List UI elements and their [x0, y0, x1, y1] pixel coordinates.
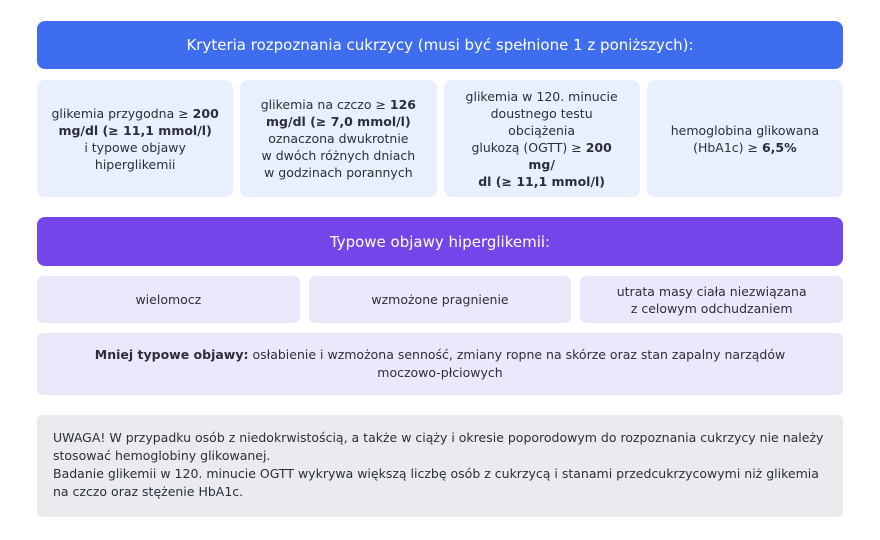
less-typical-text: osłabienie i wzmożona senność, zmiany ropne na skórze oraz stan zapalny narządów moczowo-płciowych — [248, 347, 786, 380]
symptoms-header — [37, 217, 843, 266]
criteria-cards — [37, 80, 843, 197]
card1-rest-1: i typowe objawy — [84, 139, 186, 155]
less-typical-symptoms — [37, 333, 843, 395]
symptom-card-thirst — [309, 276, 572, 323]
card3-line3: glukozą (OGTT) ≥ — [471, 139, 586, 155]
card2-rest-3: w godzinach porannych — [264, 165, 413, 180]
note-paragraph-1: UWAGA! W przypadku osób z niedokrwistością, a także w ciąży i okresie poporodowym do rozpoznania cukrzycy nie należy stosować hemoglobiny glikowanej. — [53, 430, 824, 463]
symptom-card-polyuria — [37, 276, 300, 323]
card2-rest-2: w dwóch różnych dniach — [261, 148, 416, 163]
criteria-card-hba1c — [647, 80, 843, 197]
card1-unit: mg/dl (≥ 11,1 mmol/l) — [58, 122, 212, 138]
card2-rest-1: oznaczona dwukrotnie — [268, 131, 409, 146]
card2-unit: mg/dl (≥ 7,0 mmol/l) — [266, 114, 411, 129]
card3-line2: doustnego testu obciążenia — [490, 105, 593, 138]
warning-note — [37, 415, 843, 517]
card1-line1: glikemia przygodna ≥ — [51, 105, 193, 121]
card3-unit: dl (≥ 11,1 mmol/l) — [478, 173, 606, 189]
card1-rest-2: hiperglikemii — [94, 156, 176, 172]
symptom-label: wielomocz — [135, 292, 202, 307]
note-paragraph-2: Badanie glikemii w 120. minucie OGTT wykrywa większą liczbę osób z cukrzycą i stanami przedcukrzycowymi niż glikemia na czczo oraz stężenie HbA1c. — [53, 466, 819, 499]
card3-value: 200 mg/ — [528, 139, 612, 172]
symptom-card-weight-loss — [580, 276, 843, 323]
criteria-card-random-glucose — [37, 80, 233, 197]
symptoms-title: Typowe objawy hiperglikemii: — [329, 232, 551, 251]
criteria-card-ogtt — [444, 80, 640, 197]
card2-line1: glikemia na czczo ≥ — [260, 97, 390, 112]
symptom-label: wzmożone pragnienie — [371, 292, 509, 307]
symptom-label-line1: utrata masy ciała niezwiązana — [616, 283, 807, 299]
card1-value: 200 — [192, 105, 219, 121]
card4-line2: (HbA1c) ≥ — [693, 139, 762, 155]
card4-value: 6,5% — [761, 139, 797, 155]
symptom-cards — [37, 276, 843, 323]
card3-line1: glikemia w 120. minucie — [465, 88, 618, 104]
criteria-card-fasting-glucose — [240, 80, 436, 197]
card4-line1: hemoglobina glikowana — [670, 122, 819, 138]
criteria-title: Kryteria rozpoznania cukrzycy (musi być spełnione 1 z poniższych): — [186, 36, 694, 54]
symptom-label-line2: z celowym odchudzaniem — [630, 300, 793, 316]
criteria-header — [37, 21, 843, 69]
less-typical-label: Mniej typowe objawy: — [94, 347, 249, 362]
card2-value: 126 — [389, 97, 416, 112]
